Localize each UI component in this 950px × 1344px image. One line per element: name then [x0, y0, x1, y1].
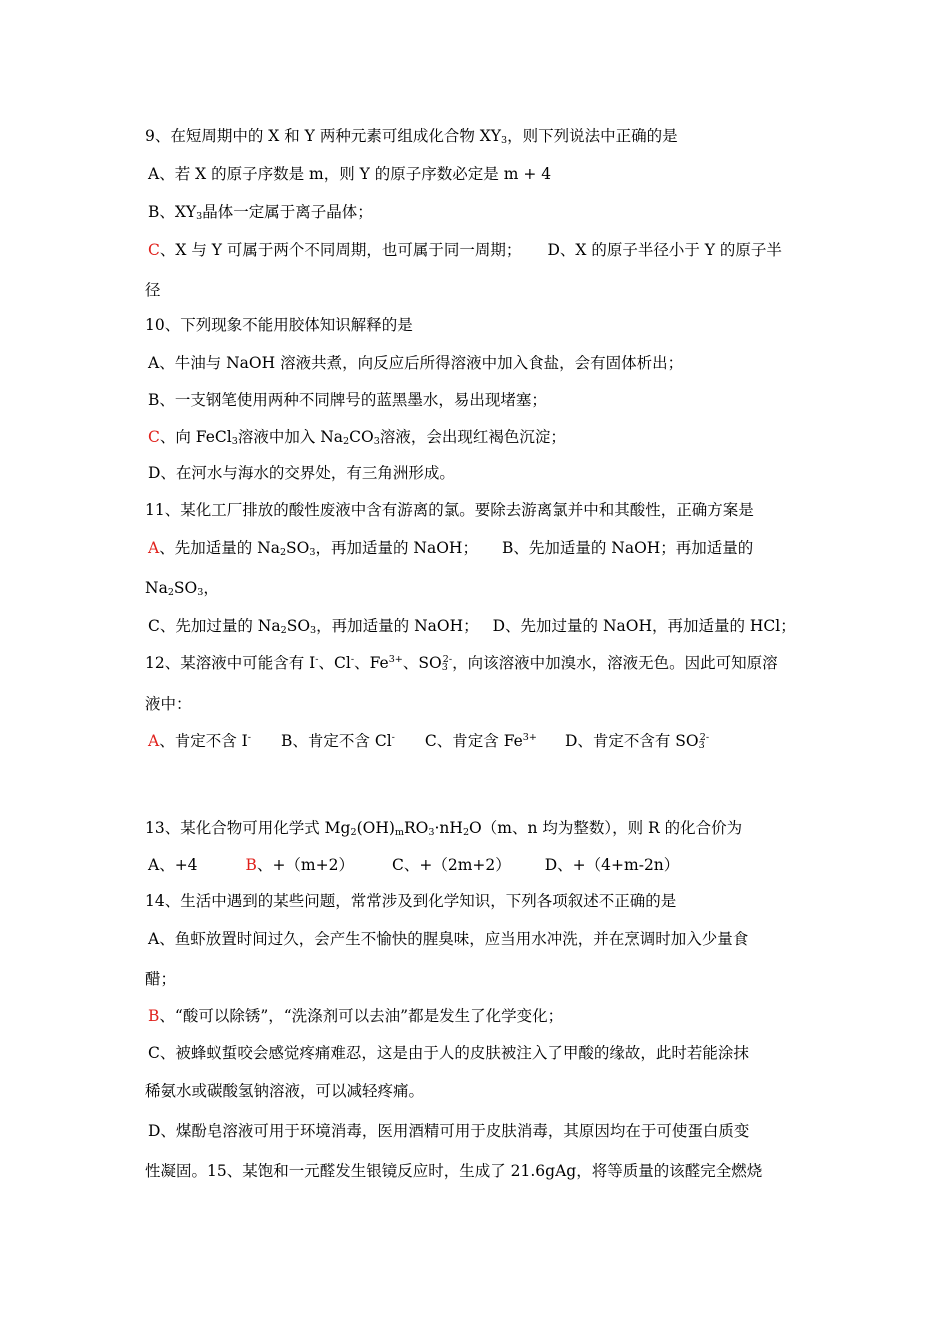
- question-10-option-a: A、牛油与 NaOH 溶液共煮，向反应后所得溶液中加入食盐，会有固体析出；: [148, 354, 684, 372]
- question-14-option-a: A、鱼虾放置时间过久，会产生不愉快的腥臭味，应当用水冲洗，并在烹调时加入少量食: [148, 930, 749, 948]
- question-12-stem-continued: 液中：: [145, 695, 192, 713]
- question-13-options: A、+4 B、+（m+2） C、+（2m+2） D、+（4+m-2n）: [148, 856, 680, 874]
- question-14-option-d-continued: 性凝固。15、某饱和一元醛发生银镜反应时，生成了 21.6gAg，将等质量的该醛完全燃烧: [145, 1162, 763, 1180]
- question-14-option-c: C、被蜂蚁蜇咬会感觉疼痛难忍，这是由于人的皮肤被注入了甲酸的缘故，此时若能涂抹: [148, 1044, 749, 1062]
- answer-marker-a: A: [148, 539, 160, 557]
- question-12-stem: 12、某溶液中可能含有 I-、Cl-、$Fe^{3+}$、$SO_3^{2-}$，向该溶液中加溴水，溶液无色。因此可知原溶: [145, 654, 778, 674]
- question-9-stem: 9、在短周期中的 X 和 Y 两种元素可组成化合物 $XY_3$，则下列说法中正确的是: [145, 127, 678, 147]
- question-14-option-d: D、煤酚皂溶液可用于环境消毒，医用酒精可用于皮肤消毒，其原因均在于可使蛋白质变: [148, 1122, 750, 1140]
- question-13-stem: 13、某化合物可用化学式 $Mg_2(OH)_mRO_3\cdot nH_2O(m$、n 均为整数），则 R 的化合价为: [145, 819, 743, 839]
- question-9-option-d-continued: 径: [145, 281, 161, 299]
- question-14-option-c-continued: 稀氨水或碳酸氢钠溶液，可以减轻疼痛。: [145, 1082, 425, 1100]
- question-9-option-a: A、若 X 的原子序数是 m，则 Y 的原子序数必定是 m + 4: [148, 165, 552, 183]
- question-10-option-d: D、在河水与海水的交界处，有三角洲形成。: [148, 464, 455, 482]
- question-12-options: A、肯定不含 I- B、肯定不含 Cl- C、肯定含 $Fe^{3+}$ D、肯定不含有 $SO_3^{2-}$: [148, 732, 710, 752]
- answer-marker-b: B: [245, 856, 257, 874]
- question-9-option-c-d: C、X 与 Y 可属于两个不同周期，也可属于同一周期； D、X 的原子半径小于 Y 的原子半: [148, 241, 782, 259]
- question-11-option-b-continued: $Na_2SO_3$，: [145, 579, 219, 599]
- question-11-option-a-b: A、先加适量的 $Na_2SO_3$，再加适量的 NaOH； B、先加适量的 NaOH；再加适量的: [148, 539, 754, 559]
- question-11-option-c-d: C、先加过量的 $Na_2SO_3$，再加适量的 NaOH； D、先加过量的 NaOH，再加适量的 HCl；: [148, 617, 796, 637]
- question-10-option-c: C、向 FeCl$_3$溶液中加入 $Na_2CO_3$溶液，会出现红褐色沉淀；: [148, 428, 566, 448]
- question-14-option-a-continued: 醋；: [145, 970, 177, 988]
- answer-marker-c: C: [148, 428, 160, 446]
- answer-marker-a: A: [148, 732, 160, 750]
- question-10-option-b: B、一支钢笔使用两种不同牌号的蓝黑墨水，易出现堵塞；: [148, 391, 547, 409]
- answer-marker-b: B: [148, 1007, 160, 1025]
- question-14-stem: 14、生活中遇到的某些问题，常常涉及到化学知识，下列各项叙述不正确的是: [145, 892, 677, 910]
- answer-marker-c: C: [148, 241, 160, 259]
- question-11-stem: 11、某化工厂排放的酸性废液中含有游离的氯。要除去游离氯并中和其酸性，正确方案是: [145, 501, 754, 519]
- question-9-option-b: B、$XY_3$晶体一定属于离子晶体；: [148, 203, 373, 223]
- question-10-stem: 10、下列现象不能用胶体知识解释的是: [145, 316, 413, 334]
- question-14-option-b: B、“酸可以除锈”，“洗涤剂可以去油”都是发生了化学变化；: [148, 1007, 564, 1025]
